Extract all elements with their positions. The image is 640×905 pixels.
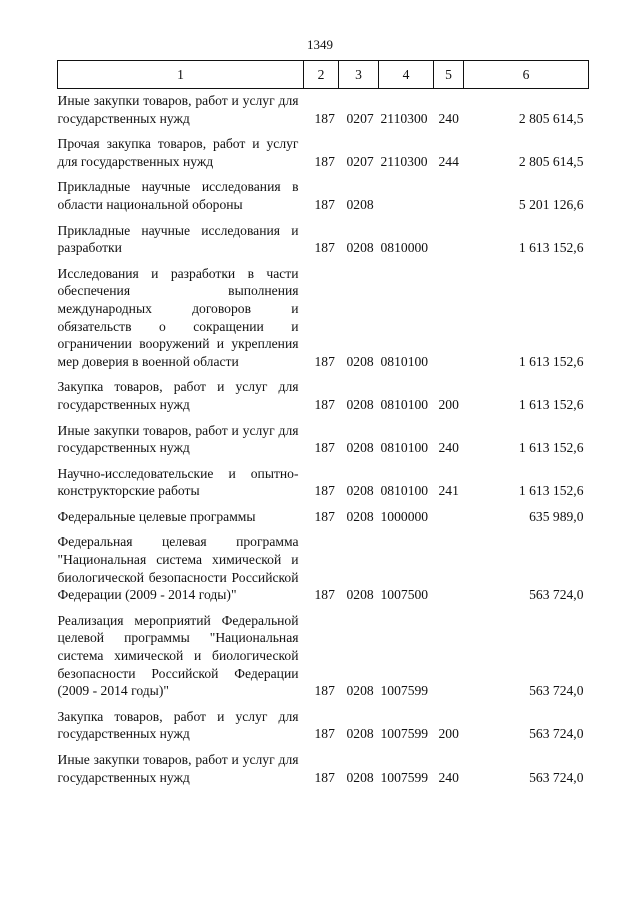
cell-admin-code: 187 — [314, 353, 335, 369]
cell-section-code: 0208 — [346, 726, 374, 742]
cell-section-code: 0208 — [346, 483, 374, 499]
cell-amount: 1 613 152,6 — [518, 440, 584, 456]
cell-admin-code: 187 — [314, 769, 335, 785]
table-row — [58, 127, 589, 170]
cell-name: Федеральная целевая программа "Национальная система химической и биологической безопасности Российской Федерации (2009 - 2014 годы)" — [57, 534, 299, 603]
cell-name: Закупка товаров, работ и услуг для государственных нужд — [57, 708, 299, 742]
cell-amount: 563 724,0 — [529, 769, 584, 785]
cell-section-code: 0208 — [346, 508, 374, 524]
cell-amount: 1 613 152,6 — [518, 353, 584, 369]
cell-admin-code: 187 — [314, 110, 335, 126]
cell-name: Федеральные целевые программы — [57, 508, 256, 524]
cell-expense-type: 240 — [438, 440, 459, 456]
cell-name: Прочая закупка товаров, работ и услуг для государственных нужд — [57, 136, 299, 169]
cell-name: Научно-исследовательские и опытно-конструкторские работы — [57, 465, 299, 499]
header-row — [58, 61, 589, 89]
cell-target-code: 2110300 — [380, 110, 428, 126]
cell-section-code: 0207 — [346, 110, 374, 126]
table-row — [58, 604, 589, 700]
cell-expense-type — [434, 525, 464, 603]
cell-expense-type — [434, 500, 464, 526]
table-row — [58, 500, 589, 526]
table-row — [58, 525, 589, 603]
cell-amount: 2 805 614,5 — [518, 153, 584, 169]
cell-admin-code: 187 — [314, 396, 335, 412]
table-header — [58, 61, 589, 89]
cell-admin-code: 187 — [314, 483, 335, 499]
cell-amount: 2 805 614,5 — [518, 110, 584, 126]
cell-target-code: 1007500 — [380, 587, 429, 603]
cell-target-code: 1000000 — [380, 508, 429, 524]
cell-section-code: 0208 — [346, 587, 374, 603]
cell-expense-type: 240 — [438, 110, 459, 126]
cell-amount: 1 613 152,6 — [518, 240, 584, 256]
cell-target-code: 1007599 — [380, 769, 429, 785]
cell-target-code: 0810100 — [380, 353, 429, 369]
cell-expense-type — [434, 214, 464, 257]
table-row — [58, 457, 589, 500]
cell-admin-code: 187 — [314, 153, 335, 169]
cell-target-code: 1007599 — [380, 683, 429, 699]
cell-amount: 563 724,0 — [529, 683, 584, 699]
cell-target-code: 0810100 — [380, 483, 429, 499]
cell-expense-type: 200 — [438, 726, 459, 742]
cell-target-code: 1007599 — [380, 726, 429, 742]
cell-admin-code: 187 — [314, 196, 335, 212]
cell-name: Иные закупки товаров, работ и услуг для государственных нужд — [57, 422, 299, 456]
table-row — [58, 257, 589, 371]
table-body — [58, 89, 589, 787]
table-row — [58, 214, 589, 257]
cell-admin-code: 187 — [314, 726, 335, 742]
cell-admin-code: 187 — [314, 587, 335, 603]
cell-target-code — [379, 170, 434, 213]
cell-section-code: 0208 — [346, 353, 374, 369]
cell-section-code: 0208 — [346, 240, 374, 256]
cell-amount: 1 613 152,6 — [518, 396, 584, 412]
table-row — [58, 700, 589, 743]
table-row — [58, 743, 589, 786]
cell-section-code: 0208 — [346, 196, 374, 212]
cell-admin-code: 187 — [314, 440, 335, 456]
column-header-6: 6 — [464, 61, 589, 89]
cell-name: Иные закупки товаров, работ и услуг для государственных нужд — [57, 93, 299, 126]
cell-target-code: 0810100 — [380, 396, 429, 412]
cell-amount: 563 724,0 — [529, 726, 584, 742]
table-row — [58, 370, 589, 413]
cell-name: Прикладные научные исследования и разработки — [57, 222, 299, 256]
cell-section-code: 0207 — [346, 153, 374, 169]
cell-admin-code: 187 — [314, 508, 335, 524]
cell-name: Иные закупки товаров, работ и услуг для государственных нужд — [57, 752, 299, 785]
cell-expense-type — [434, 257, 464, 371]
cell-name: Исследования и разработки в части обеспечения выполнения международных договоров и обязательств о сокращении и ограничении вооружений и укрепления мер доверия в военной области — [57, 265, 299, 369]
column-header-3: 3 — [339, 61, 379, 89]
cell-amount: 635 989,0 — [529, 508, 584, 524]
page-number: 1349 — [307, 37, 333, 52]
cell-amount: 5 201 126,6 — [518, 196, 584, 212]
cell-admin-code: 187 — [314, 240, 335, 256]
cell-admin-code: 187 — [314, 683, 335, 699]
cell-name: Реализация мероприятий Федеральной целевой программы "Национальная система химической и биологической безопасности Российской Федерации (2009 - 2014 годы)" — [57, 612, 299, 699]
column-header-4: 4 — [379, 61, 434, 89]
cell-expense-type: 241 — [438, 483, 459, 499]
cell-expense-type: 244 — [438, 153, 459, 169]
cell-expense-type: 200 — [438, 396, 459, 412]
cell-section-code: 0208 — [346, 396, 374, 412]
column-header-2: 2 — [304, 61, 339, 89]
cell-section-code: 0208 — [346, 440, 374, 456]
table-row — [58, 170, 589, 213]
column-header-5: 5 — [434, 61, 464, 89]
column-header-1: 1 — [58, 61, 304, 89]
cell-amount: 1 613 152,6 — [518, 483, 584, 499]
cell-target-code: 0810100 — [380, 440, 429, 456]
budget-table — [57, 60, 589, 786]
cell-amount: 563 724,0 — [529, 587, 584, 603]
cell-section-code: 0208 — [346, 769, 374, 785]
table-row — [58, 414, 589, 457]
cell-expense-type — [434, 604, 464, 700]
cell-name: Закупка товаров, работ и услуг для государственных нужд — [57, 379, 299, 412]
cell-name: Прикладные научные исследования в области национальной обороны — [57, 179, 299, 212]
cell-expense-type — [434, 170, 464, 213]
cell-target-code: 2110300 — [380, 153, 428, 169]
table-row — [58, 89, 589, 128]
cell-section-code: 0208 — [346, 683, 374, 699]
cell-target-code: 0810000 — [380, 240, 429, 256]
cell-expense-type: 240 — [438, 769, 459, 785]
